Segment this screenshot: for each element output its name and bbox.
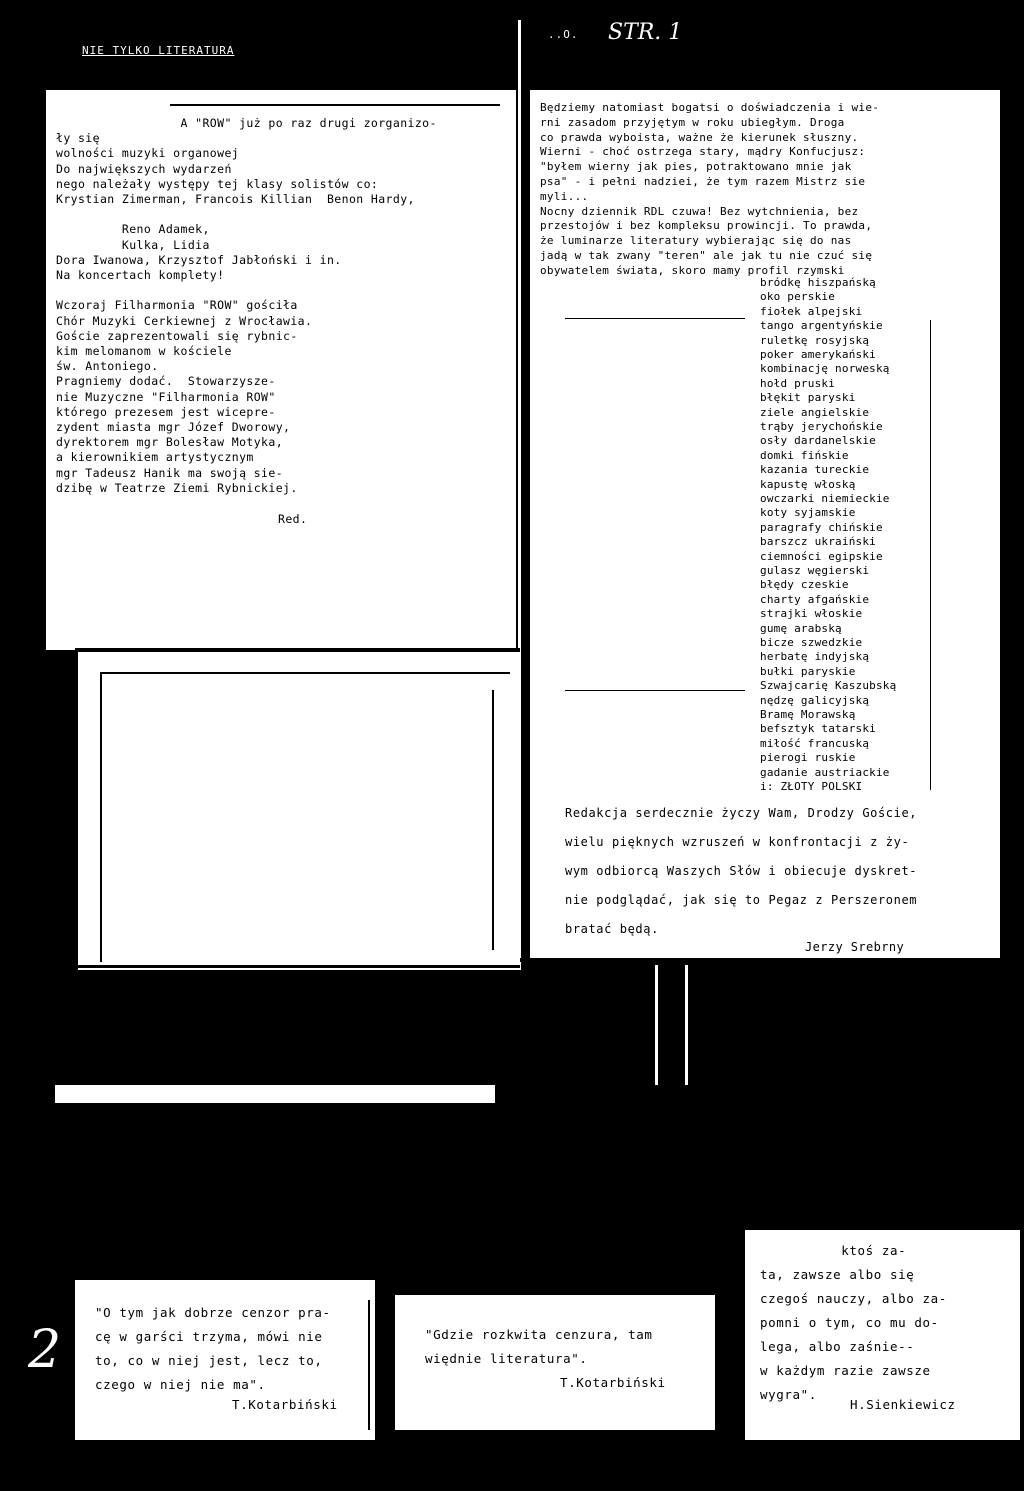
left-text-line: św. Antoniego. (56, 359, 159, 374)
bottom-strip (55, 1085, 495, 1103)
vertical-bar-1 (655, 965, 658, 1085)
quote2-author: T.Kotarbiński (560, 1375, 666, 1390)
list-item: ziele angielskie (760, 405, 870, 419)
quote1-side-rule (368, 1300, 370, 1430)
quote2-line: "Gdzie rozkwita cenzura, tam (425, 1327, 653, 1342)
left-text-line: A "ROW" już po raz drugi zorganizo- (56, 116, 437, 130)
left-text-line: dyrektorem mgr Bolesław Motyka, (56, 435, 284, 450)
vertical-bar-2 (685, 965, 688, 1085)
list-item: ruletkę rosyjską (760, 333, 870, 347)
left-top-rule (170, 104, 500, 106)
quote3-author: H.Sienkiewicz (850, 1397, 956, 1412)
left-text-line: Reno Adamek, (56, 222, 210, 237)
quote3-line: ta, zawsze albo się (760, 1267, 915, 1282)
page-label: STR. 1 (608, 20, 683, 45)
left-signature: Red. (278, 512, 308, 526)
list-item: domki fińskie (760, 448, 849, 462)
list-item: miłość francuską (760, 736, 870, 750)
left-lower-inner-side (100, 672, 102, 962)
list-item: osły dardanelskie (760, 434, 876, 448)
list-item: ciemności egipskie (760, 549, 883, 563)
list-item: befsztyk tatarski (760, 722, 876, 736)
section-title: NIE TYLKO LITERATURA (82, 44, 235, 57)
list-item: barszcz ukraiński (760, 535, 876, 549)
quote2-line: więdnie literatura". (425, 1351, 588, 1366)
left-lower-rule-2 (100, 672, 510, 674)
list-item: gadanie austriackie (760, 765, 890, 779)
page-mark: ..O. (548, 28, 579, 41)
list-item: strajki włoskie (760, 607, 863, 621)
right-bottom-rule (520, 958, 1010, 962)
left-text-line: Do największych wydarzeń (56, 161, 232, 176)
quote3-line: w każdym razie zawsze (760, 1363, 931, 1378)
list-left-rule-2 (565, 690, 745, 691)
paragraph-line: rni zasadom przyjętym w roku ubiegłym. Droga (540, 115, 845, 129)
list-item: błękit paryski (760, 391, 856, 405)
list-item: koty syjamskie (760, 506, 856, 520)
paragraph-line: myli... (540, 189, 589, 203)
left-text-line: Na koncertach komplety! (56, 268, 225, 282)
quote3-line: ktoś za- (760, 1243, 907, 1258)
left-text-line: Kulka, Lidia (56, 237, 210, 252)
paragraph-line: psa" - i pełni nadziei, że tym razem Mistrz sie (540, 175, 866, 188)
quote1-line: "O tym jak dobrze cenzor pra- (95, 1305, 331, 1320)
list-item: błędy czeskie (760, 578, 849, 592)
left-text-line: dzibę w Teatrze Ziemi Rybnickiej. (56, 480, 298, 495)
left-text-line: nego należały występy tej klasy solistów co: (56, 176, 379, 191)
left-text-line: ły się (56, 131, 100, 146)
closing-line: wielu pięknych wzruszeń w konfrontacji z ży- (565, 835, 910, 849)
list-item: paragrafy chińskie (760, 520, 883, 534)
list-item: Szwajcarię Kaszubską (760, 679, 897, 693)
left-text-line: Pragniemy dodać. Stowarzysze- (56, 374, 276, 389)
left-text-line: Chór Muzyki Cerkiewnej z Wrocławia. (56, 313, 313, 328)
quote1-line: to, co w niej jest, lecz to, (95, 1353, 323, 1368)
quote3-line: lega, albo zaśnie-- (760, 1339, 915, 1354)
left-text-line: Dora Iwanowa, Krzysztof Jabłoński i in. (56, 252, 342, 267)
list-left-rule (565, 318, 745, 319)
left-text-line: Krystian Zimerman, Francois Killian Benon Hardy, (56, 192, 415, 206)
quote1-line: cę w garści trzyma, mówi nie (95, 1329, 323, 1344)
paragraph-line: "byłem wierny jak pies, potraktowano mnie jak (540, 160, 852, 174)
paragraph-line: jadą w tak zwany "teren" ale jak tu nie czuć się (540, 249, 873, 262)
list-item: bródkę hiszpańską (760, 276, 876, 289)
left-text-line: kim melomanom w kościele (56, 344, 232, 358)
page-number: 2 (28, 1320, 62, 1380)
list-item: kombinację norweską (760, 362, 890, 376)
left-lower-right-side (492, 690, 494, 950)
quote1-line: czego w niej nie ma". (95, 1377, 266, 1392)
quote3-line: pomni o tym, co mu do- (760, 1315, 939, 1330)
list-item: herbatę indyjską (760, 650, 870, 664)
list-item: gulasz węgierski (760, 564, 870, 577)
paragraph-line: Nocny dziennik RDL czuwa! Bez wytchnienia, bez (540, 204, 859, 218)
list-item: owczarki niemieckie (760, 492, 890, 505)
list-item: nędzę galicyjską (760, 693, 870, 707)
list-item: tango argentyńskie (760, 319, 883, 333)
list-item: charty afgańskie (760, 592, 870, 606)
author-signature: Jerzy Srebrny (805, 940, 905, 954)
list-item: bułki paryskie (760, 664, 856, 678)
left-lower-panel (75, 650, 520, 970)
list-item: gumę arabską (760, 621, 842, 635)
list-item: oko perskie (760, 290, 836, 304)
left-text-line: którego prezesem jest wicepre- (56, 404, 276, 419)
left-lower-side (75, 650, 78, 970)
list-item: i: ZŁOTY POLSKI (760, 780, 863, 793)
paragraph-line: obywatelem świata, skoro mamy profil rzymski (540, 263, 845, 277)
list-item: Bramę Morawską (760, 708, 856, 721)
list-item: fiołek alpejski (760, 304, 863, 318)
left-text-line: Goście zaprezentowali się rybnic- (56, 328, 298, 343)
list-item: kazania tureckie (760, 463, 870, 477)
left-text-line: nie Muzyczne "Filharmonia ROW" (56, 389, 276, 404)
left-text-line: zydent miasta mgr Józef Dworowy, (56, 420, 291, 434)
left-lower-top-rule (75, 648, 520, 652)
list-right-rule (930, 320, 931, 790)
quote1-author: T.Kotarbiński (232, 1397, 338, 1412)
paragraph-line: Będziemy natomiast bogatsi o doświadczenia i wie- (540, 101, 880, 114)
quote3-line: czegoś nauczy, albo za- (760, 1291, 947, 1306)
quote3-line: wygra". (760, 1387, 817, 1402)
paragraph-line: przestojów i bez kompleksu prowincji. To prawda, (540, 219, 873, 233)
left-text-line: wolności muzyki organowej (56, 146, 240, 161)
left-text-line: a kierownikiem artystycznym (56, 450, 254, 465)
closing-line: Redakcja serdecznie życzy Wam, Drodzy Goście, (565, 806, 918, 820)
closing-line: nie podglądać, jak się to Pegaz z Perszeronem (565, 893, 918, 907)
list-item: pierogi ruskie (760, 751, 856, 765)
left-lower-bottom-rule (75, 965, 520, 968)
left-text-line: mgr Tadeusz Hanik ma swoją sie- (56, 465, 284, 480)
paragraph-line: co prawda wyboista, ważne że kierunek słuszny. (540, 130, 859, 144)
paragraph-line: że luminarze literatury wybierając się do nas (540, 234, 852, 248)
list-item: hołd pruski (760, 376, 836, 390)
paragraph-line: Wierni - choć ostrzega stary, mądry Konfucjusz: (540, 145, 866, 159)
closing-line: bratać będą. (565, 922, 659, 936)
list-item: poker amerykański (760, 348, 876, 361)
list-item: bicze szwedzkie (760, 636, 863, 649)
left-text-line: Wczoraj Filharmonia "ROW" gościła (56, 298, 298, 313)
list-item: kapustę włoską (760, 477, 856, 491)
list-item: trąby jerychońskie (760, 420, 883, 433)
closing-line: wym odbiorcą Waszych Słów i obiecuje dyskret- (565, 864, 918, 878)
